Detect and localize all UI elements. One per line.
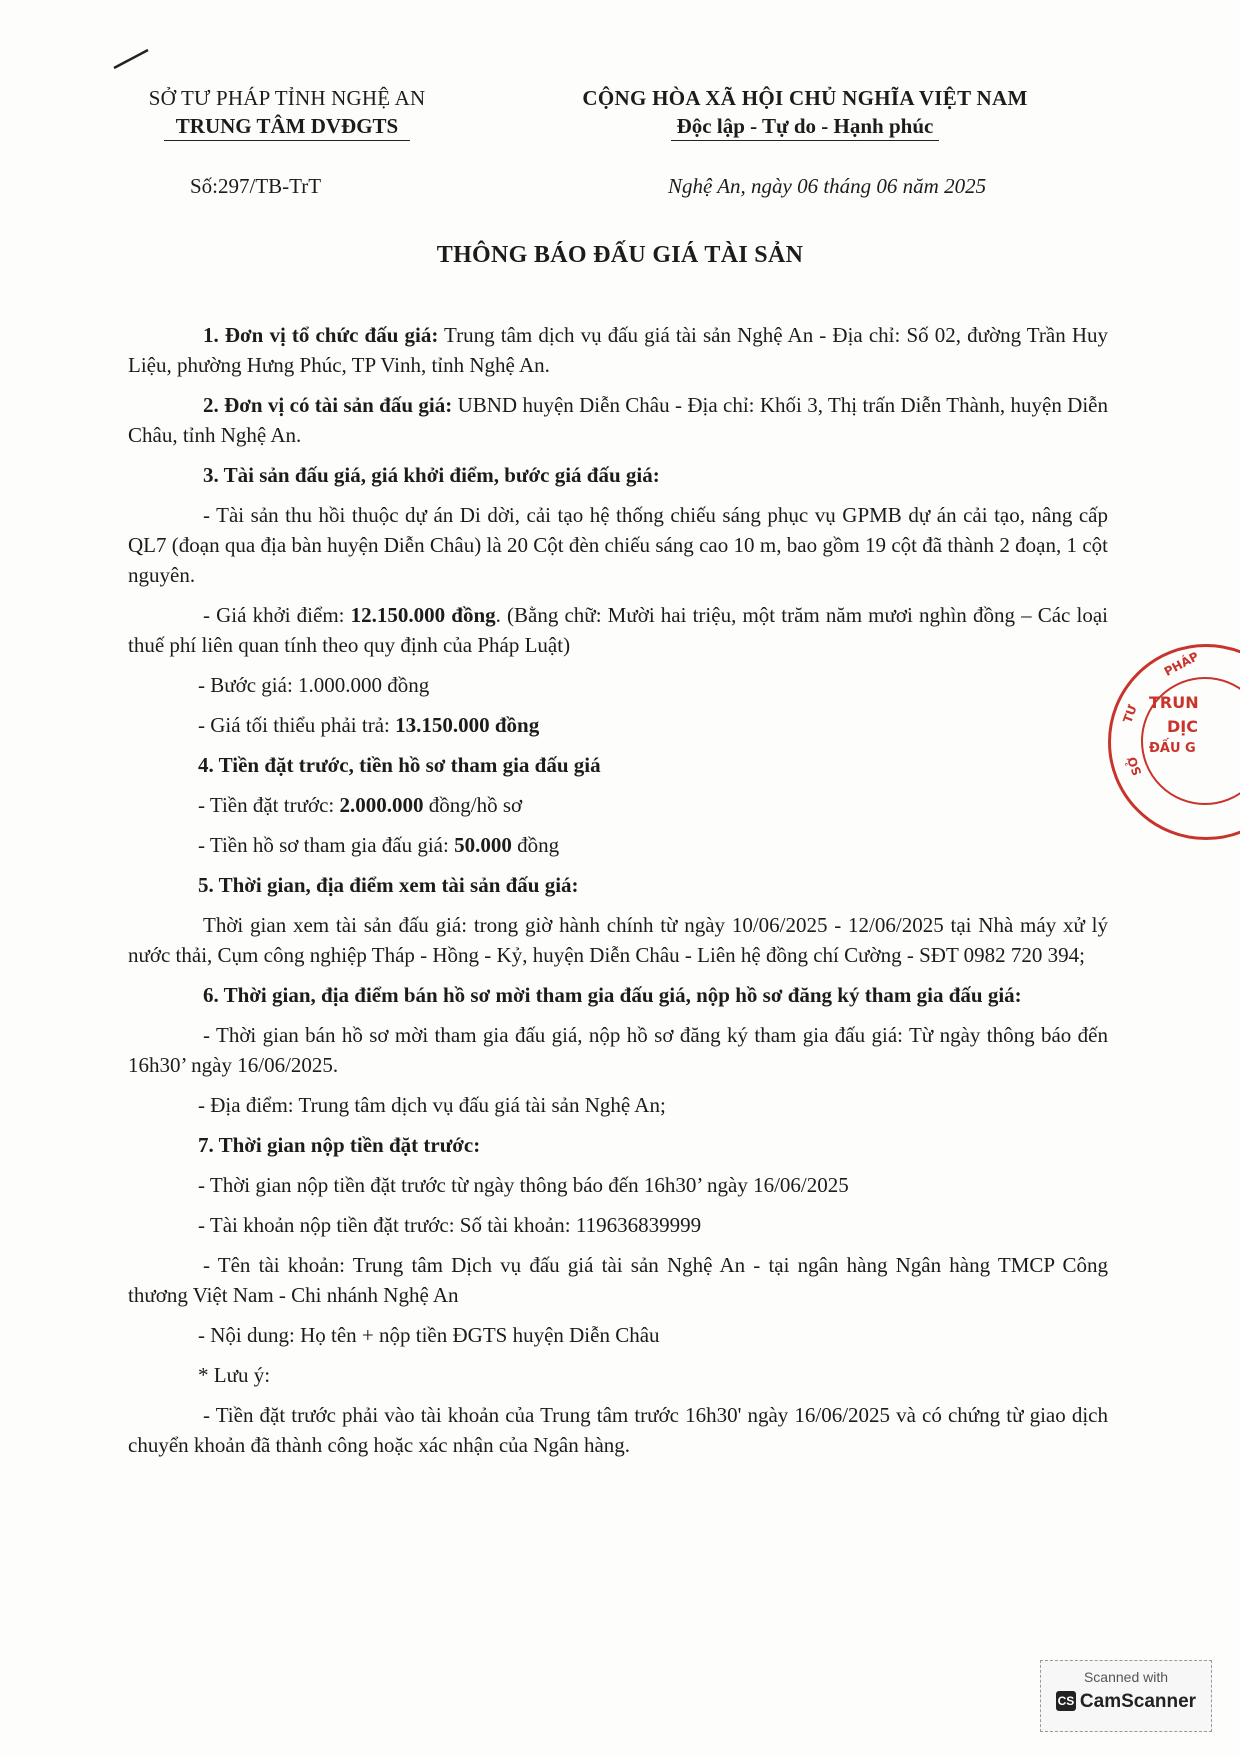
section-3-bid-step: - Bước giá: 1.000.000 đồng	[198, 673, 430, 697]
start-price-value: 12.150.000 đồng	[350, 603, 496, 627]
start-price-suffix: . (Bằng chữ: Mười hai triệu, một trăm năm mươi nghìn đồng – Các loại thuế phí liên quan tính theo quy định của Pháp Luật)	[128, 603, 1109, 657]
camscanner-badge	[1040, 1660, 1212, 1732]
camscanner-name: CamScanner	[1079, 1691, 1197, 1712]
stamp-top-text: PHÁP	[1161, 649, 1202, 679]
section-1-label: 1. Đơn vị tổ chức đấu giá:	[203, 323, 439, 347]
section-7-content: - Nội dung: Họ tên + nộp tiền ĐGTS huyện Diễn Châu	[198, 1323, 660, 1347]
section-6-heading	[128, 980, 1108, 1010]
handwritten-mark	[112, 44, 152, 74]
document-title: THÔNG BÁO ĐẤU GIÁ TÀI SẢN	[436, 242, 804, 268]
start-price-prefix: - Giá khởi điểm:	[203, 603, 351, 627]
section-5-heading	[128, 870, 1108, 900]
section-6-time: - Thời gian bán hồ sơ mời tham gia đấu giá, nộp hồ sơ đăng ký tham gia đấu giá: Từ ngày thông báo đến 16h30’ ngày 16/06/2025.	[128, 1023, 1108, 1077]
scanned-with-text: Scanned with	[1083, 1669, 1169, 1685]
stamp-side-text: TƯ	[1120, 703, 1140, 725]
section-7-label: 7. Thời gian nộp tiền đặt trước:	[198, 1133, 481, 1157]
section-5-label: 5. Thời gian, địa điểm xem tài sản đấu giá:	[198, 873, 579, 897]
stamp-line-3: ĐẤU G	[1149, 741, 1196, 756]
national-motto: Độc lập - Tự do - Hạnh phúc	[671, 112, 940, 141]
section-4-label: 4. Tiền đặt trước, tiền hồ sơ tham gia đấu giá	[198, 753, 601, 777]
section-6-label: 6. Thời gian, địa điểm bán hồ sơ mời tham gia đấu giá, nộp hồ sơ đăng ký tham gia đấu giá:	[203, 983, 1022, 1007]
note-text: - Tiền đặt trước phải vào tài khoản của Trung tâm trước 16h30' ngày 16/06/2025 và có chứng từ giao dịch chuyển khoản đã thành công hoặc xác nhận của Ngân hàng.	[128, 1403, 1108, 1457]
section-1-text: Trung tâm dịch vụ đấu giá tài sản Nghệ An - Địa chỉ: Số 02, đường Trần Huy Liệu, phường Hưng Phúc, TP Vinh, tỉnh Nghệ An.	[128, 323, 1108, 377]
section-1	[128, 320, 1108, 380]
section-7-account: - Tài khoản nộp tiền đặt trước: Số tài khoản: 119636839999	[198, 1213, 702, 1237]
document-number: Số:297/TB-TrT	[190, 174, 322, 198]
section-4-fee	[128, 830, 1108, 860]
fee-value: 50.000	[454, 833, 512, 857]
section-5-text: Thời gian xem tài sản đấu giá: trong giờ hành chính từ ngày 10/06/2025 - 12/06/2025 tại Nhà máy xử lý nước thải, Cụm công nghiệp Tháp - Hồng - Kỷ, huyện Diễn Châu - Liên hệ đồng chí Cường - SĐT 0982 720 394;	[128, 913, 1108, 967]
section-3-heading	[128, 460, 1108, 490]
issuer-header	[112, 84, 462, 141]
fee-prefix: - Tiền hồ sơ tham gia đấu giá:	[198, 833, 455, 857]
section-7-heading	[128, 1130, 1108, 1160]
national-header	[535, 84, 1075, 141]
camscanner-logo	[1041, 1691, 1211, 1713]
section-2	[128, 390, 1108, 450]
stamp-line-2: DỊC	[1167, 717, 1198, 736]
agency-name: SỞ TƯ PHÁP TỈNH NGHỆ AN	[148, 86, 426, 110]
deposit-value: 2.000.000	[339, 793, 424, 817]
section-4-heading	[128, 750, 1108, 780]
section-6-place: - Địa điểm: Trung tâm dịch vụ đấu giá tài sản Nghệ An;	[198, 1093, 666, 1117]
stamp-bottom-text: SỞ	[1124, 754, 1145, 778]
document-body	[128, 320, 1108, 1470]
document-date: Nghệ An, ngày 06 tháng 06 năm 2025	[668, 174, 987, 198]
nation-name: CỘNG HÒA XÃ HỘI CHỦ NGHĨA VIỆT NAM	[582, 86, 1028, 110]
section-3-min-price	[128, 710, 1108, 740]
note-label: * Lưu ý:	[198, 1363, 271, 1387]
min-price-value: 13.150.000 đồng	[395, 713, 540, 737]
stamp-line-1: TRUN	[1149, 693, 1199, 712]
min-price-prefix: - Giá tối thiểu phải trả:	[198, 713, 396, 737]
section-3-asset: - Tài sản thu hồi thuộc dự án Di dời, cải tạo hệ thống chiếu sáng phục vụ GPMB dự án cải tạo, nâng cấp QL7 (đoạn qua địa bàn huyện Diễn Châu) là 20 Cột đèn chiếu sáng cao 10 m, bao gồm 19 cột đã thành 2 đoạn, 1 cột nguyên.	[128, 503, 1108, 587]
section-4-deposit	[128, 790, 1108, 820]
section-7-account-name: - Tên tài khoản: Trung tâm Dịch vụ đấu giá tài sản Nghệ An - tại ngân hàng Ngân hàng TMCP Công thương Việt Nam - Chi nhánh Nghệ An	[128, 1253, 1108, 1307]
center-name: TRUNG TÂM DVĐGTS	[164, 112, 410, 141]
fee-suffix: đồng	[511, 833, 560, 857]
official-stamp	[1108, 644, 1240, 840]
deposit-suffix: đồng/hồ sơ	[423, 793, 523, 817]
deposit-prefix: - Tiền đặt trước:	[198, 793, 340, 817]
section-3-start-price	[128, 600, 1108, 660]
cs-icon: CS	[1056, 1691, 1076, 1711]
section-7-time: - Thời gian nộp tiền đặt trước từ ngày thông báo đến 16h30’ ngày 16/06/2025	[198, 1173, 849, 1197]
section-2-text: UBND huyện Diễn Châu - Địa chỉ: Khối 3, Thị trấn Diễn Thành, huyện Diễn Châu, tỉnh Nghệ An.	[128, 393, 1108, 447]
section-3-label: 3. Tài sản đấu giá, giá khởi điểm, bước giá đấu giá:	[203, 463, 660, 487]
section-2-label: 2. Đơn vị có tài sản đấu giá:	[203, 393, 453, 417]
